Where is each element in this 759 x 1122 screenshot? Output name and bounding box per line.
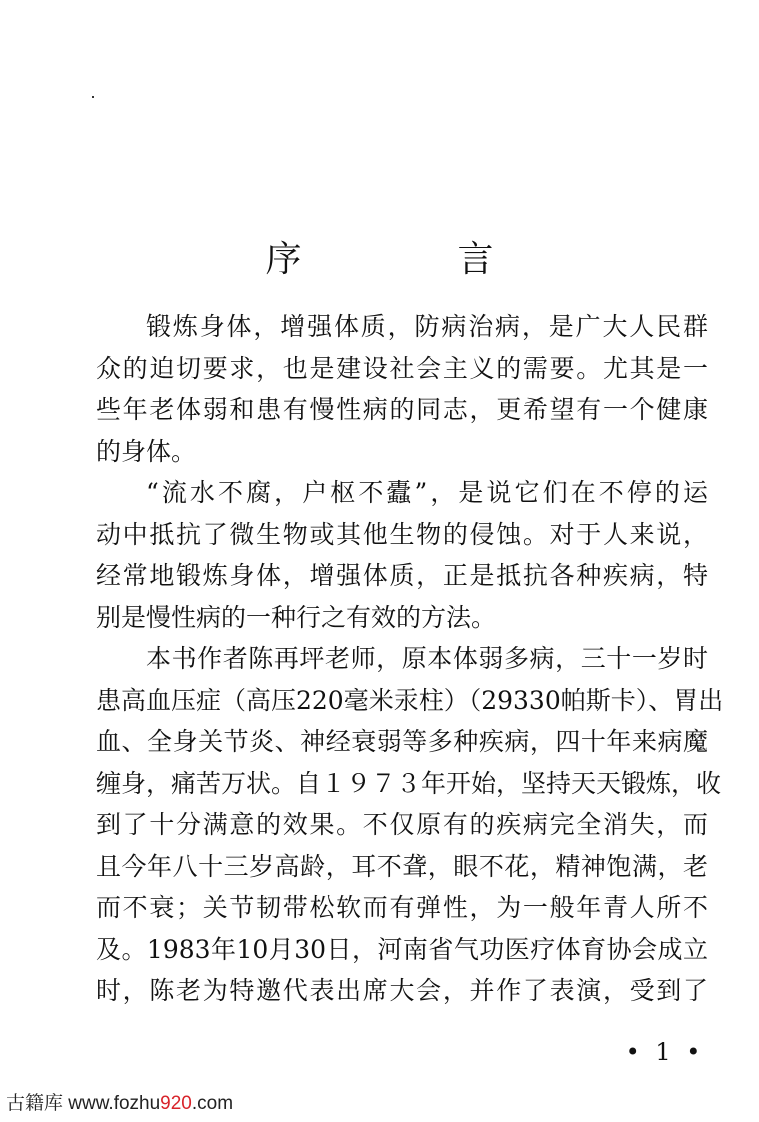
watermark-site-name: 古籍库 (6, 1093, 64, 1114)
paragraph (96, 638, 724, 1012)
text-line: 缠身，痛苦万状。自１９７３年开始，坚持天天锻炼，收 (96, 768, 722, 798)
paragraph (96, 306, 708, 472)
text-line: 别是慢性病的一种行之有效的方法。 (96, 602, 497, 632)
text-line: 锻炼身体，增强体质，防病治病，是广大人民群 (146, 312, 708, 341)
text-line: 众的迫切要求，也是建设社会主义的需要。尤其是一 (96, 353, 708, 383)
body-text (96, 306, 724, 1012)
watermark-url-suffix: .com (191, 1093, 234, 1114)
text-line: 时，陈老为特邀代表出席大会，并作了表演，受到了 (96, 976, 708, 1005)
text-line: 的身体。 (96, 436, 197, 466)
watermark-url-prefix: www.fozhu (68, 1093, 161, 1114)
text-line: 血、全身关节炎、神经衰弱等多种疾病，四十年来病魔 (96, 727, 708, 756)
text-line: 及。1983年10月30日，河南省气功医疗体育协会成立 (96, 934, 708, 964)
text-line: 些年老体弱和患有慢性病的同志，更希望有一个健康 (96, 395, 708, 424)
text-line: 到了十分满意的效果。不仅原有的疾病完全消失，而 (96, 810, 708, 839)
watermark-url-accent: 920 (160, 1093, 192, 1114)
text-line: 经常地锻炼身体，增强体质，正是抵抗各种疾病，特 (96, 561, 708, 590)
text-line: 动中抵抗了微生物或其他生物的侵蚀。对于人来说， (96, 519, 708, 549)
text-line: 患高血压症（高压220毫米汞柱）（29330帕斯卡）、胃出 (96, 685, 724, 715)
text-line: 而不衰；关节韧带松软而有弹性，为一般年青人所不 (96, 893, 708, 922)
text-line: 且今年八十三岁高龄，耳不聋，眼不花，精神饱满，老 (96, 851, 708, 881)
page-number: • 1 • (625, 1038, 705, 1066)
text-line: 本书作者陈再坪老师，原本体弱多病，三十一岁时 (146, 644, 708, 673)
text-line: “流水不腐，户枢不蠹”，是说它们在不停的运 (146, 478, 708, 507)
scan-speck (92, 96, 94, 98)
watermark (6, 1088, 233, 1115)
paragraph (96, 472, 708, 638)
page-title: 序 言 (265, 239, 554, 281)
